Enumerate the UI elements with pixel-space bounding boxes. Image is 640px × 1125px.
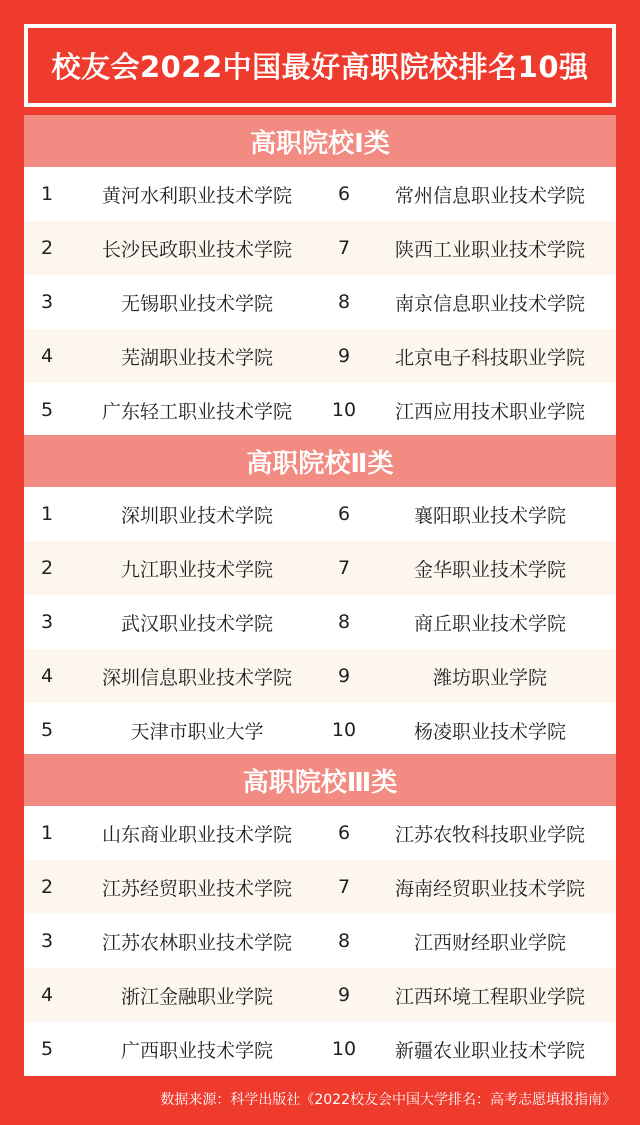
school-name: 江西应用技术职业学院	[394, 400, 585, 423]
school-name: 江苏农林职业技术学院	[101, 931, 292, 954]
table-row	[24, 595, 616, 649]
school-name: 金华职业技术学院	[413, 558, 566, 581]
rank-number: 4	[40, 345, 54, 367]
table-row	[24, 860, 616, 914]
table-row	[24, 167, 616, 221]
section-header: 高职院校Ⅱ类	[24, 435, 616, 487]
school-name: 浙江金融职业学院	[120, 985, 273, 1008]
school-name: 广西职业技术学院	[120, 1039, 273, 1062]
rank-number: 5	[40, 399, 54, 421]
table-row	[24, 329, 616, 383]
table-row	[24, 383, 616, 437]
rank-number: 3	[40, 930, 54, 952]
school-name: 新疆农业职业技术学院	[394, 1039, 585, 1062]
rank-number: 4	[40, 665, 54, 687]
section-header: 高职院校Ⅲ类	[24, 754, 616, 806]
table-row	[24, 703, 616, 757]
rank-number: 2	[40, 237, 54, 259]
rank-number: 7	[337, 876, 351, 898]
school-name: 广东轻工职业技术学院	[101, 400, 292, 423]
rank-number: 5	[40, 719, 54, 741]
rank-number: 1	[40, 822, 54, 844]
table-row	[24, 649, 616, 703]
rank-number: 10	[331, 719, 357, 741]
section-tier-3	[24, 754, 616, 1076]
table-row	[24, 1022, 616, 1076]
school-name: 江苏农牧科技职业学院	[394, 823, 585, 846]
table-row	[24, 806, 616, 860]
rank-number: 6	[337, 503, 351, 525]
school-name: 武汉职业技术学院	[120, 612, 273, 635]
school-name: 陕西工业职业技术学院	[394, 238, 585, 261]
table-row	[24, 541, 616, 595]
rank-number: 3	[40, 611, 54, 633]
rank-number: 6	[337, 183, 351, 205]
rank-number: 3	[40, 291, 54, 313]
school-name: 杨凌职业技术学院	[413, 720, 566, 743]
school-name: 常州信息职业技术学院	[394, 184, 585, 207]
rank-number: 6	[337, 822, 351, 844]
data-source-note: 数据来源：科学出版社《2022校友会中国大学排名：高考志愿填报指南》	[160, 1092, 616, 1108]
rank-number: 2	[40, 876, 54, 898]
rank-number: 7	[337, 557, 351, 579]
section-header: 高职院校Ⅰ类	[24, 115, 616, 167]
school-name: 山东商业职业技术学院	[101, 823, 292, 846]
section-tier-1	[24, 115, 616, 437]
school-name: 长沙民政职业技术学院	[101, 238, 292, 261]
rank-number: 7	[337, 237, 351, 259]
school-name: 天津市职业大学	[130, 720, 264, 743]
rank-number: 10	[331, 1038, 357, 1060]
school-name: 黄河水利职业技术学院	[101, 184, 292, 207]
school-name: 芜湖职业技术学院	[120, 346, 273, 369]
school-name: 海南经贸职业技术学院	[394, 877, 585, 900]
school-name: 潍坊职业学院	[432, 666, 547, 689]
table-row	[24, 968, 616, 1022]
rank-number: 1	[40, 503, 54, 525]
title-banner	[24, 24, 616, 107]
rank-number: 5	[40, 1038, 54, 1060]
rank-number: 9	[337, 984, 351, 1006]
school-name: 江西财经职业学院	[413, 931, 566, 954]
rank-number: 8	[337, 291, 351, 313]
page-title: 校友会2022中国最好高职院校排名10强	[51, 50, 589, 84]
rank-number: 8	[337, 611, 351, 633]
rank-number: 8	[337, 930, 351, 952]
rank-number: 1	[40, 183, 54, 205]
section-tier-2	[24, 435, 616, 757]
rank-number: 9	[337, 665, 351, 687]
school-name: 江苏经贸职业技术学院	[101, 877, 292, 900]
rank-number: 9	[337, 345, 351, 367]
rank-number: 2	[40, 557, 54, 579]
school-name: 九江职业技术学院	[120, 558, 273, 581]
table-row	[24, 275, 616, 329]
school-name: 江西环境工程职业学院	[394, 985, 585, 1008]
table-row	[24, 221, 616, 275]
school-name: 商丘职业技术学院	[413, 612, 566, 635]
school-name: 深圳信息职业技术学院	[101, 666, 292, 689]
school-name: 深圳职业技术学院	[120, 504, 273, 527]
rank-number: 4	[40, 984, 54, 1006]
school-name: 南京信息职业技术学院	[394, 292, 585, 315]
table-row	[24, 914, 616, 968]
school-name: 北京电子科技职业学院	[394, 346, 585, 369]
school-name: 无锡职业技术学院	[120, 292, 273, 315]
rank-number: 10	[331, 399, 357, 421]
table-row	[24, 487, 616, 541]
school-name: 襄阳职业技术学院	[413, 504, 566, 527]
